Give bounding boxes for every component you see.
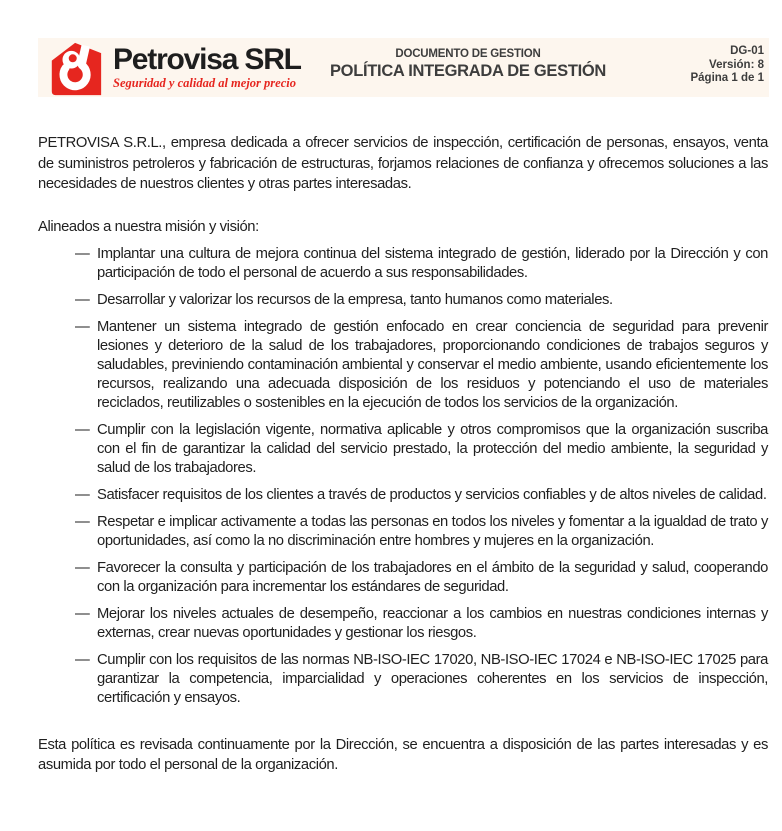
bullet-text: Favorecer la consulta y participación de los trabajadores en el ámbito de la seguridad y salud, cooperando con la organización para incrementar los estándares de seguridad. bbox=[97, 559, 768, 595]
dash-bullet-marker: — bbox=[75, 605, 90, 622]
document-version: Versión: 8 bbox=[709, 58, 764, 71]
dash-bullet-marker: — bbox=[75, 651, 90, 668]
policy-bullet bbox=[38, 513, 768, 551]
closing-paragraph: Esta política es revisada continuamente por la Dirección, se encuentra a disposición de las partes interesadas y es asumida por todo el personal de la organización. bbox=[38, 736, 768, 773]
dash-bullet-marker: — bbox=[75, 421, 90, 438]
policy-bullet-list bbox=[38, 245, 768, 708]
company-tagline: Seguridad y calidad al mejor precio bbox=[113, 76, 296, 90]
bullet-text: Satisfacer requisitos de los clientes a través de productos y servicios confiables y de altos niveles de calidad. bbox=[97, 486, 767, 503]
dash-bullet-marker: — bbox=[75, 486, 90, 503]
policy-bullet bbox=[38, 245, 768, 283]
bullet-text: Respetar e implicar activamente a todas las personas en todos los niveles y fomentar a la igualdad de trato y oportunidades, así como la no discriminación entre hombres y mujeres en la organización. bbox=[97, 513, 768, 549]
header-meta-cell bbox=[690, 45, 764, 86]
bullet-text: Cumplir con la legislación vigente, normativa aplicable y otros compromisos que la organización suscriba con el fin de garantizar la calidad del servicio prestado, la protección del medio ambiente, la seguridad y salud de los trabajadores. bbox=[97, 421, 768, 476]
policy-bullet bbox=[38, 421, 768, 478]
company-name: Petrovisa SRL bbox=[113, 43, 301, 76]
bullet-text: Mantener un sistema integrado de gestión enfocado en crear conciencia de seguridad para prevenir lesiones y deterioro de la salud de los trabajadores, proporcionando condiciones de trabajos seguros y saludables, previniendo contaminación ambiental y conservar el medio ambiente, usando eficientemente los recursos, realizando una adecuada disposición de los residuos y potenciando el uso de materiales reciclados, reutilizables o sostenibles en la ejecución de todos los servicios de la organización. bbox=[97, 318, 768, 411]
alignment-heading: Alineados a nuestra misión y visión: bbox=[38, 218, 259, 235]
document-header bbox=[38, 38, 769, 97]
dash-bullet-marker: — bbox=[75, 318, 90, 335]
document-body bbox=[38, 97, 768, 776]
policy-bullet bbox=[38, 605, 768, 643]
document-page-number: Página 1 de 1 bbox=[690, 72, 764, 84]
bullet-text: Mejorar los niveles actuales de desempeño, reaccionar a los cambios en nuestras condiciones internas y externas, crear nuevas oportunidades y gestionar los riesgos. bbox=[97, 605, 768, 641]
dash-bullet-marker: — bbox=[75, 559, 90, 576]
document-type-label: DOCUMENTO DE GESTION bbox=[395, 48, 541, 60]
dash-bullet-marker: — bbox=[75, 513, 90, 530]
policy-bullet bbox=[38, 318, 768, 413]
bullet-text: Cumplir con los requisitos de las normas NB-ISO-IEC 17020, NB-ISO-IEC 17024 e NB-ISO-IEC 17025 para garantizar la competencia, imparcialidad y operaciones coherentes en los servicios de inspección, certificación y ensayos. bbox=[97, 651, 768, 706]
intro-paragraph: PETROVISA S.R.L., empresa dedicada a ofrecer servicios de inspección, certificación de personas, ensayos, venta de suministros petroleros y fabricación de estructuras, forjamos relaciones de confianza y ofrecemos soluciones a las necesidades de nuestros clientes y otras partes interesadas. bbox=[38, 135, 768, 192]
header-title-cell bbox=[328, 48, 608, 81]
dash-bullet-marker: — bbox=[75, 291, 90, 308]
dash-bullet-marker: — bbox=[75, 245, 90, 262]
policy-bullet bbox=[38, 559, 768, 597]
document-title: POLÍTICA INTEGRADA DE GESTIÓN bbox=[329, 62, 607, 80]
petrovisa-logo-icon bbox=[47, 42, 105, 96]
document-code: DG-01 bbox=[730, 45, 764, 57]
policy-bullet bbox=[38, 651, 768, 708]
policy-bullet bbox=[38, 486, 768, 505]
policy-bullet bbox=[38, 291, 768, 310]
bullet-text: Implantar una cultura de mejora continua del sistema integrado de gestión, liderado por la Dirección y con participación de todo el personal de acuerdo a sus responsabilidades. bbox=[97, 245, 768, 281]
bullet-text: Desarrollar y valorizar los recursos de la empresa, tanto humanos como materiales. bbox=[97, 291, 613, 308]
logo-text bbox=[113, 44, 301, 91]
